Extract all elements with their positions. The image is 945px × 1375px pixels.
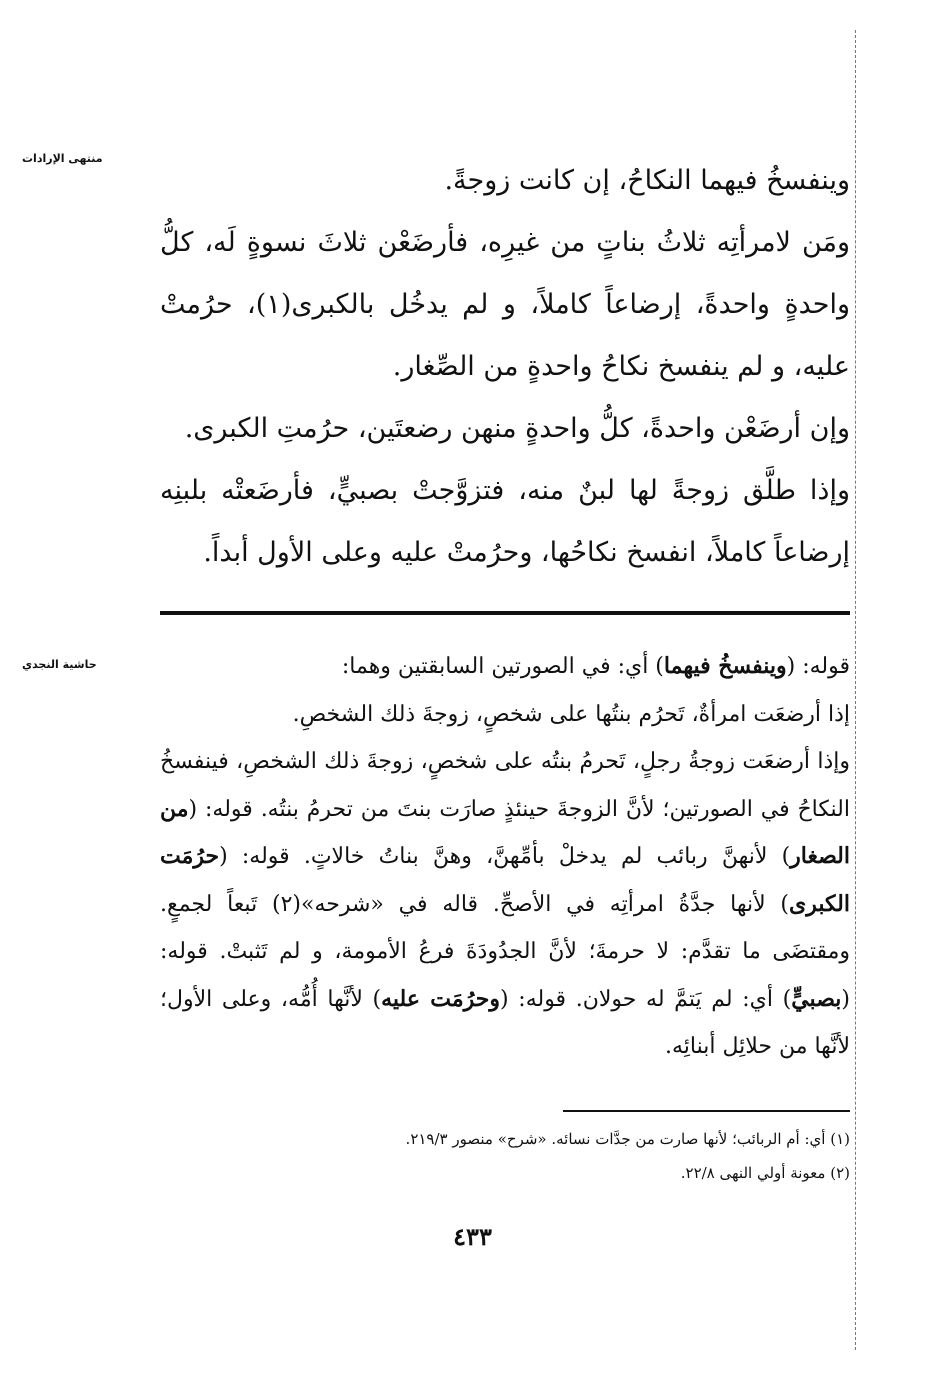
commentary-text-run: ) لأنهنَّ ربائب لم يدخلْ بأمِّهنَّ، وهنَّ بناتُ خالاتٍ. قوله: ( <box>219 844 791 869</box>
footnotes <box>160 1122 850 1190</box>
commentary-quoted-term: وينفسخُ فيهما <box>663 653 787 679</box>
commentary-quoted-term: وحرُمَت عليه <box>381 985 501 1012</box>
page-edge-dashed-line <box>855 30 856 1350</box>
commentary-quoted-term: بصبيٍّ <box>791 985 842 1012</box>
commentary-paragraph <box>160 738 850 1071</box>
main-text-paragraph: وإذا طلَّق زوجةً لها لبنٌ منه، فتزوَّجتْ بصبيٍّ، فأرضَعتْه بلبنِه إرضاعاً كاملاً، انفسخ نكاحُها، وحرُمتْ عليه وعلى الأول أبداً. <box>160 475 850 568</box>
commentary-title-label: حاشية النجدي <box>22 658 97 671</box>
commentary-paragraph: إذا أرضعَت امرأةٌ، تَحرُم بنتُها على شخصٍ، زوجةَ ذلك الشخصِ. <box>292 701 850 727</box>
main-text-paragraph: ومَن لامرأتِه ثلاثُ بناتٍ من غيرِه، فأرضَعْن ثلاثَ نسوةٍ لَه، كلُّ واحدةٍ واحدةً، إرضاعاً كاملاً، و لم يدخُل بالكبرى(١)، حرُمتْ عليه، و لم ينفسخ نكاحُ واحدةٍ من الصِّغار. <box>160 227 850 382</box>
commentary-text <box>160 643 850 1071</box>
main-text <box>160 150 850 584</box>
page-number: ٤٣٣ <box>453 1222 492 1251</box>
commentary-quoted-term: حرُمَت الكبرى <box>160 843 850 917</box>
book-title-label: منتهى الإرادات <box>22 152 103 165</box>
commentary-quoted-term: من الصغار <box>160 795 850 869</box>
commentary-text-run: وإذا أرضعَت زوجةُ رجلٍ، تَحرمُ بنتُه على شخصٍ، زوجةَ ذلك الشخصِ، فينفسخُ النكاحُ في الصورتين؛ لأنَّ الزوجةَ حينئذٍ صارَت بنتَ من تحرمُ بنتُه. قوله: ( <box>160 749 850 822</box>
commentary-text-run: ) أي: في الصورتين السابقتين وهما: <box>341 654 664 679</box>
footnote: (١) أي: أم الربائب؛ لأنها صارت من جدَّات نسائه. «شرح» منصور ٢١٩/٣. <box>405 1130 850 1148</box>
footnote: (٢) معونة أولي النهى ٢٢/٨. <box>680 1164 850 1182</box>
commentary-text-run: قوله: ( <box>786 654 850 679</box>
main-text-paragraph: وإن أرضَعْن واحدةً، كلُّ واحدةٍ منهن رضعتَين، حرُمتِ الكبرى. <box>184 413 850 444</box>
footnote-separator <box>563 1110 850 1112</box>
main-text-paragraph: وينفسخُ فيهما النكاحُ، إن كانت زوجةً. <box>444 165 850 196</box>
main-text-separator <box>160 611 850 615</box>
commentary-text-run: ) لأنَّها أُمُّه، وعلى الأول؛ لأنَّها من حلائِل أبنائِه. <box>160 986 850 1059</box>
commentary-text-run: ) لأنها جدَّةُ امرأتِه في الأصحِّ. قاله في «شرحه»(٢) تَبعاً لجمعٍ. ومقتضَى ما تقدَّم: لا حرمةَ؛ لأنَّ الجدُودَةَ فرعُ الأمومة، و لم تَثبتْ. قوله: ( <box>160 891 850 1012</box>
commentary-paragraph <box>160 643 850 691</box>
commentary-text-run: ) أي: لم يَتمَّ له حولان. قوله: ( <box>500 986 792 1012</box>
